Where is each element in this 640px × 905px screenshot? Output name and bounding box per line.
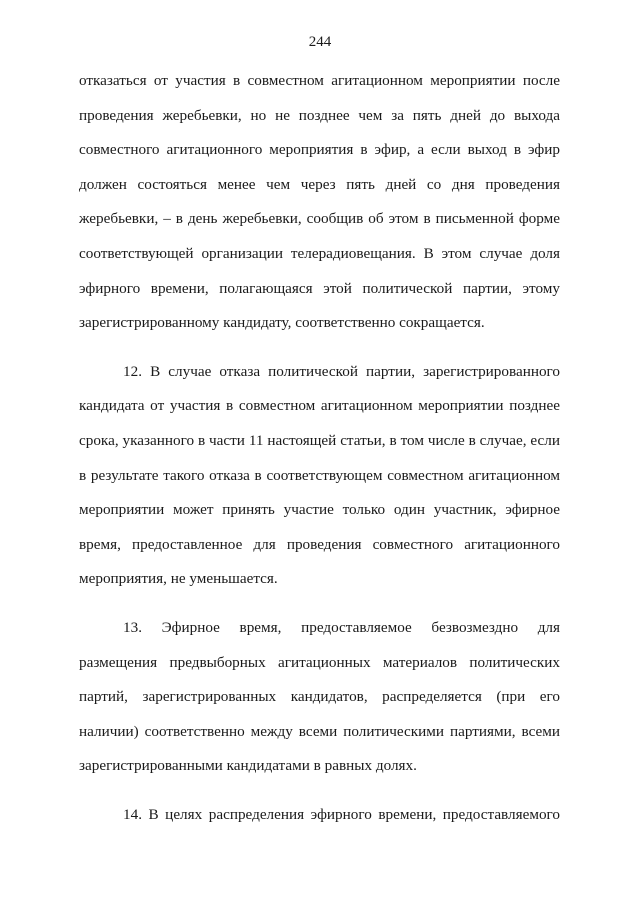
page-number: 244 <box>308 34 332 50</box>
paragraph-12: 12. В случае отказа политической партии, зарегистрированного кандидата от участия в совместном агитационном мероприятии позднее срока, указанного в части 11 настоящей статьи, в том числе в случае, если в результате такого отказа в соответствующем совместном агитационном мероприятии может принять участие только один участник, эфирное время, предоставленное для проведения совместного агитационного мероприятия, не уменьшается. <box>79 362 560 588</box>
paragraph-continuation: отказаться от участия в совместном агитационном мероприятии после проведения жеребьевки, но не позднее чем за пять дней до выхода совместного агитационного мероприятия в эфир, а если выход в эфир должен состояться менее чем через пять дней со дня проведения жеребьевки, – в день жеребьевки, сообщив об этом в письменной форме соответствующей организации телерадиовещания. В этом случае доля эфирного времени, полагающаяся этой политической партии, этому зарегистрированному кандидату, соответственно сокращается. <box>79 72 560 332</box>
paragraph-14: 14. В целях распределения эфирного времени, предоставляемого <box>123 805 560 823</box>
paragraph-13: 13. Эфирное время, предоставляемое безвозмездно для размещения предвыборных агитационных материалов политических партий, зарегистрированных кандидатов, распределяется (при его наличии) соответственно между всеми политическими партиями, всеми зарегистрированными кандидатами в равных долях. <box>79 618 560 775</box>
document-body <box>79 64 560 846</box>
